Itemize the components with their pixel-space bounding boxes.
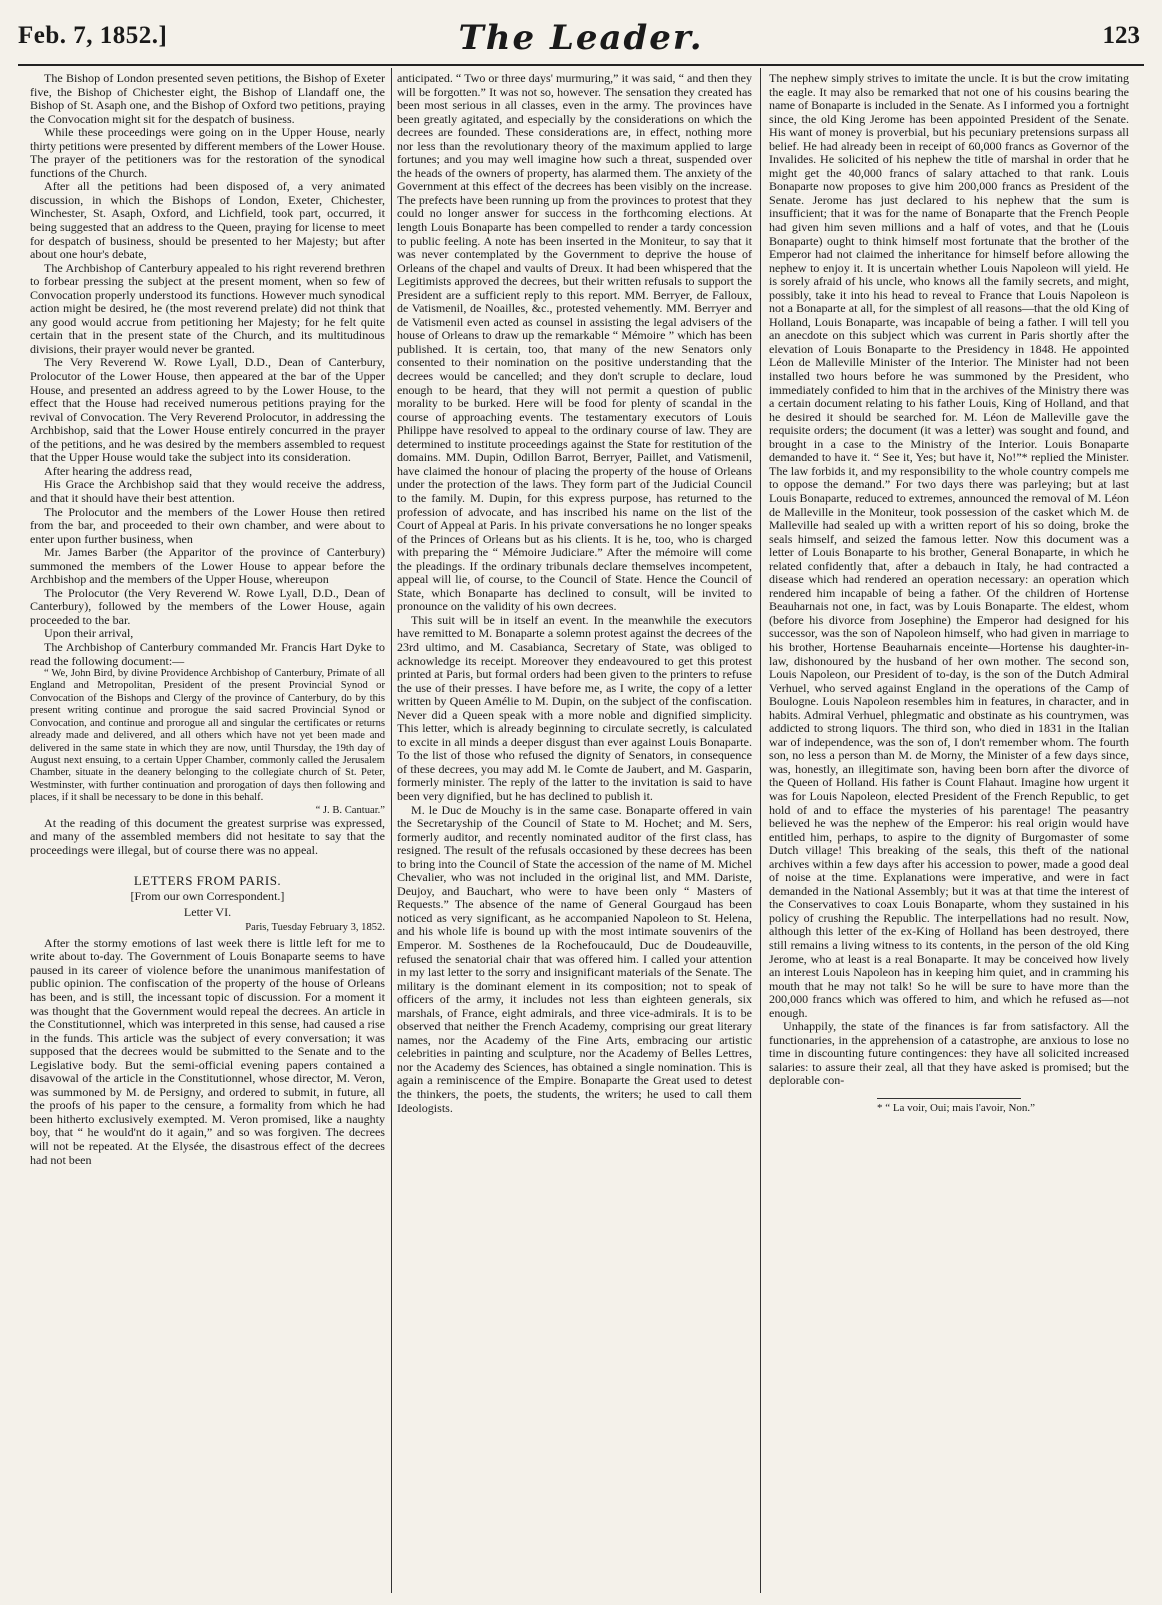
column-2 xyxy=(397,72,752,1115)
paragraph: This suit will be in itself an event. In the meanwhile the executors have remitted to M. Bonaparte a solemn protest against the decrees of the 23rd ultimo, and M. Casabianca, Secretary of State, was obliged to acknowledge its receipt. Moreover they endeavoured to get this protest printed at Paris, but formal orders had been given to the printers to refuse the use of their presses. I have before me, as I write, the copy of a letter written by Queen Amélie to M. Dupin, on the subject of the confiscation. Never did a Queen speak with a more noble and dignified simplicity. This letter, which is already beginning to circulate secretly, is calculated to excite in all minds a deeper disgust than ever against Louis Bonaparte. To the list of those who refused the dignity of Senators, in consequence of these decrees, you may add M. le Comte de Jaubert, and M. Gasparin, formerly minister. The reply of the latter to the invitation is said to have been very dignified, but he has declined to publish it. xyxy=(397,612,752,803)
column-3 xyxy=(769,72,1129,1116)
newspaper-title: The Leader. xyxy=(458,18,704,58)
paragraph: After all the petitions had been disposed of, a very animated discussion, in which the Bishops of London, Exeter, Chichester, Winchester, St. Asaph, Oxford, and Lichfield, took part, occurred, it being suggested that an address to the Queen, praying for license to meet for despatch of business, should be presented to her Majesty; but after about one hour's debate, xyxy=(30,179,385,262)
section-subheading: [From our own Correspondent.] xyxy=(130,889,285,904)
letter-number: Letter VI. xyxy=(183,904,232,919)
page-number: 123 xyxy=(1102,22,1140,49)
paragraph: The Prolocutor (the Very Reverend W. Rowe Lyall, D.D., Dean of Canterbury), followed by the members of the Lower House, again proceeded to the bar. xyxy=(30,585,385,627)
footnote-rule xyxy=(877,1098,1021,1099)
prorogation-document: “ We, John Bird, by divine Providence Archbishop of Canterbury, Primate of all England and Metropolitan, President of the present Provincial Synod or Convocation of the Bishops and Clergy of the province of Canterbury, do by this present writing continue and prorogue the said sacred Provincial Synod or Convocation, and continue and prorogue all and singular the certificates or returns already made and delivered, and all others which have not yet been made and delivered in the same state in which they are now, until Thursday, the 19th day of August next ensuing, to a certain Upper Chamber, commonly called the Jerusalem Chamber, situate in the deanery belonging to the collegiate church of St. Peter, Westminster, with further continuation and prorogation of days then following and places, if it shall be necessary to be done in this behalf. xyxy=(30,668,385,804)
section-heading: LETTERS FROM PARIS. xyxy=(133,872,282,888)
paragraph: The nephew simply strives to imitate the uncle. It is but the crow imitating the eagle. It may also be remarked that not one of his cousins bearing the name of Bonaparte is included in the Senate. As I informed you a fortnight since, the old King Jerome has been appointed President of the Senate. His want of money is proverbial, but his pecuniary pretensions surpass all belief. He had already been in receipt of 60,000 francs as Governor of the Invalides. He solicited of his nephew the title of marshal in order that he might get the 40,000 francs of salary attached to that rank. Louis Bonaparte now proposes to give him 200,000 francs as President of the Senate. Jerome has just declared to his nephew that the sum is insufficient; that it was for the name of Bonaparte that the French People had given him seven millions and a half of votes, and that he (Louis Bonaparte) ought to think himself most fortunate that the brother of the Emperor had not claimed the inheritance for himself before allowing the nephew to enjoy it. It is uncertain whether Louis Napoleon will yield. He is sorely afraid of his uncle, who knows all the family secrets, and might, possibly, take it into his head to reveal to France that Louis Napoleon is not a Bonaparte at all, for the simplest of all reasons—that the old King of Holland, Louis Bonaparte, was incapable of being a father. I will tell you an anecdote on this subject which was current in Paris shortly after the elevation of Louis Bonaparte to the Presidency in 1848. He appointed Léon de Malleville Minister of the Interior. The Minister had not been installed two hours before he was summoned by the President, who immediately confided to him that in the archives of the Ministry there was a certain document relating to his father Louis, King of Holland, and that he desired it should be searched for. M. Léon de Malleville gave the requisite orders; the document (it was a letter) was sought and found, and brought in a case to the Ministry of the Interior. Louis Bonaparte demanded to have it. “ See it, Yes; but have it, No!”* replied the Minister. The law forbids it, and my responsibility to the whole country compels me to oppose the demand.” For two days there was parleying; but at last Louis Bonaparte, reduced to extremes, announced the removal of M. Léon de Malleville in the Moniteur, took possession of the casket which M. de Malleville had sealed up with a written report of his so doing, broke the seals himself, and seized the famous letter. Now this document was a letter of Louis Bonaparte to his brother, General Bonaparte, in which he related confidently that, after a debauch in Italy, he had contracted a disease which had rendered an operation necessary: an operation which rendered him incapable of being a father. Of the children of Hortense Beauharnais not one, in fact, was by Louis Bonaparte. The eldest, whom (before his divorce from Josephine) the Emperor had designed for his successor, was the son of Napoleon himself, who had given in marriage to his brother, Hortense Beauharnais enceinte—Hortense his daughter-in-law, dishonoured by the husband of her own mother. The second son, Louis Napoleon, our President of to-day, is the son of the Dutch Admiral Verhuel, who served against England in the operations of the Camp of Boulogne. Louis Napoleon resembles him in features, in character, and in habits. Admiral Verhuel, phlegmatic and obstinate as his countrymen, was addicted to strong liquors. The third son, who died in 1831 in the Italian war of independence, was the son of, I don't remember whom. The fourth son, no less a person than M. de Morny, the Minister of a few days since, was, honestly, an illegitimate son, having been born after the divorce of the Queen of Holland. His father is Count Flahaut. Imagine how urgent it was for Louis Napoleon, elected President of the French Republic, to get hold of and to efface the mysteries of his parentage! The peasantry believed he was the nephew of the Emperor: his real origin would have entitled him, perhaps, to aspire to the dignity of Burgomaster of some Dutch village! This breaking of the seals, this theft of the national archives within a few days after his accession to power, made a good deal of noise at the time. Explanations were imperative, and were in fact demanded in the National Assembly; but it was at that time the interest of the Conservatives to coax Louis Bonaparte, whom they sustained in his policy of crushing the Republic. The interpellations had no result. Now, although this letter of the ex-King of Holland has been destroyed, there still remains a living witness to its contents, in the person of the old King Jerome, who at least is a real Bonaparte. It may be conceived how lively an interest Louis Napoleon has in keeping him quiet, and in cramming his mouth that he may not talk! So he will be sure to have more than the 200,000 francs which was offered to him, and which he refused as—not enough. xyxy=(769,71,1129,1020)
paragraph: After hearing the address read, xyxy=(44,463,193,478)
document-signature: “ J. B. Cantuar.” xyxy=(315,804,385,816)
paragraph: At the reading of this document the greatest surprise was expressed, and many of the assembled members did not hesitate to say that the proceedings were illegal, but of course there was no appeal. xyxy=(30,815,385,858)
paragraph: Upon their arrival, xyxy=(44,626,134,641)
paragraph: The Archbishop of Canterbury commanded Mr. Francis Hart Dyke to read the following document:— xyxy=(30,639,385,668)
issue-date: Feb. 7, 1852.] xyxy=(18,22,168,49)
footnote: * “ La voir, Oui; mais l'avoir, Non.” xyxy=(876,1102,1036,1115)
paragraph: After the stormy emotions of last week there is little left for me to write about to-day. The Government of Louis Bonaparte seems to have paused in its career of violence before the unanimous manifestation of public opinion. The confiscation of the property of the house of Orleans has been, and is still, the incessant topic of discussion. For a moment it was thought that the Government would repeal the decrees. An article in the Constitutionnel, which was interpreted in this sense, had caused a rise in the funds. This article was the subject of every conversation; it was supposed that the decrees would be submitted to the Senate and to the Legislative body. But the semi-official evening papers contained a disavowal of the article in the Constitutionnel, whose director, M. Veron, was summoned by M. de Persigny, and ordered to submit, in future, all the proofs of his paper to the censure, a formality from which he had been hitherto exclusively exempted. M. Veron promised, like a naughty boy, that “ he would'nt do it again,” and so was forgiven. The decrees will not be repeated. At the Elysée, the disastrous effect of the decrees had not been xyxy=(30,935,385,1167)
masthead xyxy=(18,18,1144,62)
paragraph: Mr. James Barber (the Apparitor of the province of Canterbury) summoned the members of the Lower House to appear before the Archbishop and the members of the Upper House, whereupon xyxy=(30,545,385,587)
paragraph: His Grace the Archbishop said that they would receive the address, and that it should have their best attention. xyxy=(30,477,385,505)
column-divider xyxy=(760,68,761,1593)
column-divider xyxy=(391,68,392,1593)
paragraph: The Prolocutor and the members of the Lower House then retired from the bar, and proceeded to their own chamber, and were about to enter upon further business, when xyxy=(30,504,385,546)
header-rule xyxy=(18,64,1144,66)
paragraph: M. le Duc de Mouchy is in the same case. Bonaparte offered in vain the Secretaryship of the Council of State to M. Hochet; and M. Sers, formerly auditor, and recently nominated auditor of the first class, has resigned. The result of the refusals occasioned by these decrees has been to bring into the Council of State the accession of the name of M. Michel Chevalier, who was not included in the original list, and MM. Dariste, Deujoy, and Bauchart, who were to have been only “ Masters of Requests.” The absence of the name of General Gourgaud has been noticed as very significant, as he accompanied Napoleon to St. Helena, and his whole life is bound up with the most intimate souvenirs of the Emperor. M. Sosthenes de la Rochefoucauld, Duc de Doudeauville, refused the senatorial chair that was offered him. I called your attention in my last letter to the sorry and insignificant materials of the Senate. The military is the dominant element in its composition; not to speak of officers of the army, it includes not less than eighteen generals, six marshals, of France, eight admirals, and three vice-admirals. It is to be observed that neither the French Academy, comprising our great literary names, nor the Academy of the Fine Arts, embracing our artistic celebrities in painting and sculpture, nor the Academy of Belles Lettres, nor the Academy des Sciences, has obtained a single nomination. This is again a reminiscence of the Empire. Bonaparte the Great used to detest the thinkers, the poets, the students, the writers; he used to call them Ideologists. xyxy=(397,802,752,1115)
paragraph: The Bishop of London presented seven petitions, the Bishop of Exeter five, the Bishop of Chichester eight, the Bishop of Llandaff one, the Bishop of St. Asaph one, and the Bishop of Oxford two petitions, praying the Convocation might sit for the despatch of business. xyxy=(30,71,385,126)
paragraph: anticipated. “ Two or three days' murmuring,” it was said, “ and then they will be forgotten.” It was not so, however. The sensation they created has been most serious in all classes, even in the army. The provinces have been greatly agitated, and especially by the considerations on which the decrees are founded. These considerations are, in effect, nothing more nor less than the revolutionary theory of the maximum applied to large fortunes; and you may well imagine how such a threat, suspended over the heads of the owners of property, has alarmed them. The anxiety of the Government at this effect of the decrees has been visibly on the increase. The prefects have been running up from the provinces to protest that they could no longer answer for success in the forthcoming elections. At length Louis Bonaparte has been compelled to render a tardy concession to public feeling. A note has been inserted in the Moniteur, to say that it was never contemplated by the Government to deprive the house of Orleans of the chapel and vaults of Dreux. It had been whispered that the Legitimists approved the decrees, but their written refusals to support the President are a sufficient reply to this report. MM. Berryer, de Falloux, de Vatismenil, de Noailles, &c., protested vehemently. MM. Berryer and de Vatismenil even acted as counsel in assisting the legal advisers of the house of Orleans to draw up the remarkable “ Mémoire ” which has been published. It is certain, too, that many of the new Senators only consented to their nomination on the positive understanding that the decrees would be cancelled; and they don't scruple to declare, loud enough to be heard, that they will not permit a question of public morality to be burked. Here will be food for plenty of scandal in the course of approaching events. The testamentary executors of Louis Philippe have resolved to appeal to the ordinary course of law. They are determined to institute proceedings against the State for restitution of the domains. MM. Dupin, Odillon Barrot, Berryer, Paillet, and Vatismenil, have claimed the honour of placing the property of the house of Orleans under the protection of the laws. They form part of the Judicial Council to the family. M. Dupin, for this express purpose, has returned to the profession of advocate, and has inscribed his name on the list of the Court of Appeal at Paris. In his private conversations he no longer speaks of the Princes of Orleans but as his clients. It is he, too, who is charged with preparing the “ Mémoire Judiciare.” After the mémoire will come the pleadings. If the ordinary tribunals declare themselves incompetent, appeal will lie, of course, to the Council of State. Hence the Council of State, which Bonaparte has declined to consult, will be invited to pronounce on the validity of his own decrees. xyxy=(397,71,752,614)
paragraph: While these proceedings were going on in the Upper House, nearly thirty petitions were presented by different members of the Lower House. The prayer of the petitioners was for the restoration of the synodical functions of the Church. xyxy=(30,125,385,180)
column-1 xyxy=(30,72,385,1167)
dateline: Paris, Tuesday February 3, 1852. xyxy=(245,922,385,934)
paragraph: Unhappily, the state of the finances is far from satisfactory. All the functionaries, in the apprehension of a catastrophe, are anxious to lose no time in discounting future contingences: they have all solicited increased salaries: to assure their zeal, all that they have asked is promised; but the deplorable con- xyxy=(769,1019,1129,1088)
paragraph: The Archbishop of Canterbury appealed to his right reverend brethren to forbear pressing the subject at the present moment, when so few of Convocation properly understood its functions. However much synodical action might be desired, he (the most reverend prelate) did not think that any good would accrue from petitioning her Majesty; for he felt quite certain that in the present state of the Church, and its multitudinous divisions, their prayer would never be granted. xyxy=(30,260,385,356)
paragraph: The Very Reverend W. Rowe Lyall, D.D., Dean of Canterbury, Prolocutor of the Lower House, then appeared at the bar of the Upper House, and presented an address agreed to by the Lower House, to the effect that the House had received numerous petitions praying for the revival of Convocation. The Very Reverend Prolocutor, in addressing the Archbishop, said that the Lower House entirely concurred in the prayer of the petitions, and he was desired by the members assembled to request that the Upper House would take the subject into its consideration. xyxy=(30,355,385,465)
